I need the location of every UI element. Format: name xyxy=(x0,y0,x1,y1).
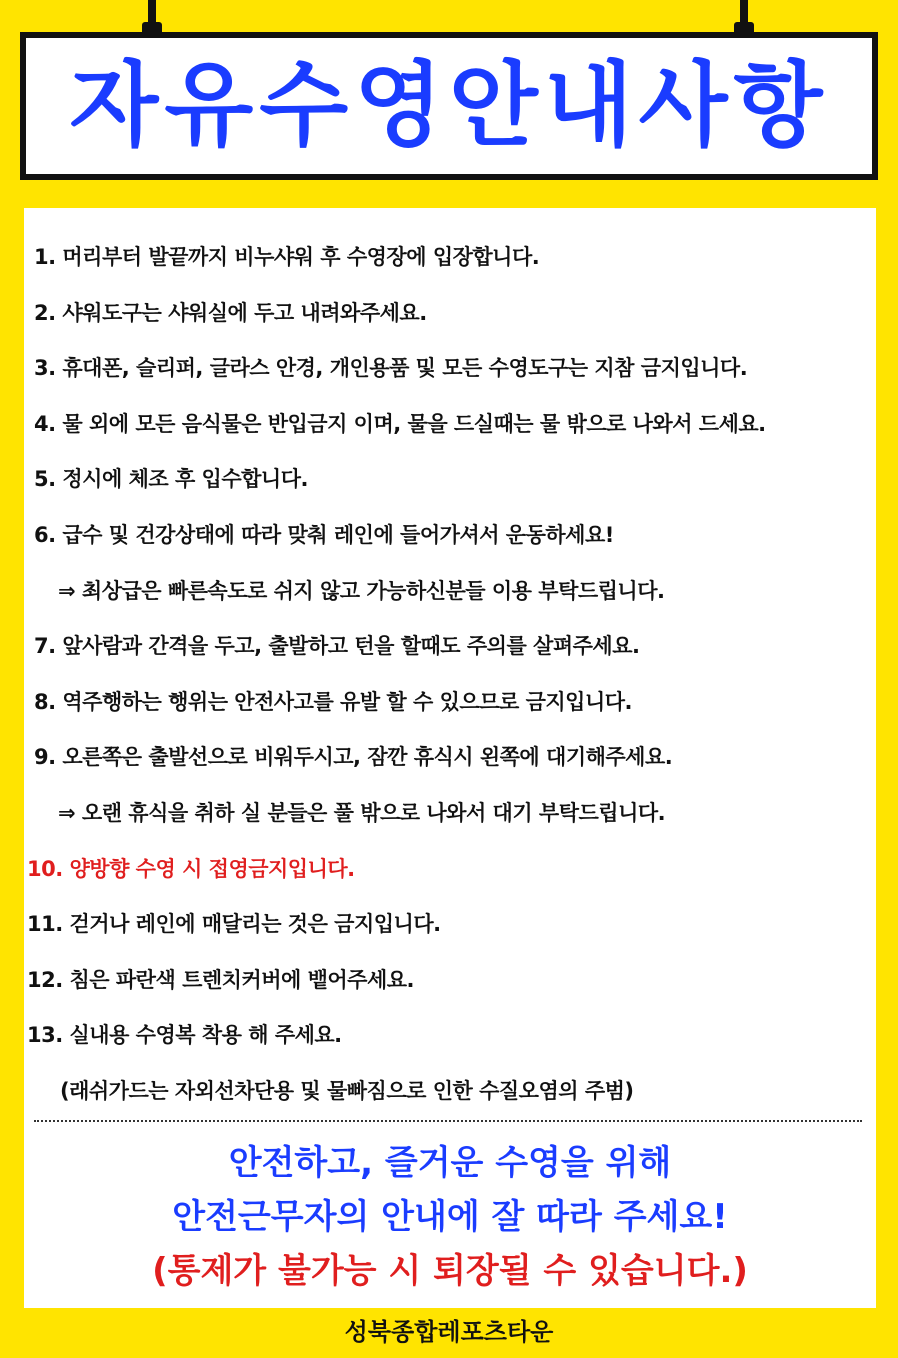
rule-item: 9. 오른쪽은 출발선으로 비워두시고, 잠깐 휴식시 왼쪽에 대기해주세요. xyxy=(34,745,673,770)
rule-item: 2. 샤워도구는 샤워실에 두고 내려와주세요. xyxy=(34,300,427,325)
rule-item: 1. 머리부터 발끝까지 비누샤워 후 수영장에 입장합니다. xyxy=(34,245,540,269)
rule-item: 4. 물 외에 모든 음식물은 반입금지 이며, 물을 드실때는 물 밖으로 나와서 드세요. xyxy=(34,411,766,436)
rule-note: (래쉬가드는 자외선차단용 및 물빠짐으로 인한 수질오염의 주범) xyxy=(60,1078,634,1103)
rule-subitem: ⇒ 오랜 휴식을 취하 실 분들은 풀 밖으로 나와서 대기 부탁드립니다. xyxy=(58,800,666,825)
rule-item: 7. 앞사람과 간격을 두고, 출발하고 턴을 할때도 주의를 살펴주세요. xyxy=(34,634,640,659)
hanger-right xyxy=(740,0,748,36)
hanger-left xyxy=(148,0,156,36)
page-title: 자유수영안내사항 xyxy=(69,52,829,159)
closing-warning: (통제가 불가능 시 퇴장될 수 있습니다.) xyxy=(152,1251,748,1291)
closing-line-1: 안전하고, 즐거운 수영을 위해 xyxy=(228,1143,672,1183)
closing-line-2: 안전근무자의 안내에 잘 따라 주세요! xyxy=(172,1197,728,1237)
rule-item: 3. 휴대폰, 슬리퍼, 글라스 안경, 개인용품 및 모든 수영도구는 지참 금지입니다. xyxy=(34,356,748,381)
rule-subitem: ⇒ 최상급은 빠른속도로 쉬지 않고 가능하신분들 이용 부탁드립니다. xyxy=(58,578,665,603)
closing-message xyxy=(24,1136,876,1298)
rule-item: 12. 침은 파란색 트렌치커버에 뱉어주세요. xyxy=(27,967,414,992)
rule-item-warning: 10. 양방향 수영 시 접영금지입니다. xyxy=(27,856,355,881)
rules-panel xyxy=(24,208,876,1308)
rule-item: 8. 역주행하는 행위는 안전사고를 유발 할 수 있으므로 금지입니다. xyxy=(34,689,632,714)
rule-item: 11. 걷거나 레인에 매달리는 것은 금지입니다. xyxy=(27,912,441,937)
rules-list xyxy=(24,230,876,1120)
organization-name: 성북종합레포츠타운 xyxy=(344,1318,554,1346)
title-banner xyxy=(20,32,878,180)
rule-item: 6. 급수 및 건강상태에 따라 맞춰 레인에 들어가셔서 운동하세요! xyxy=(34,522,614,547)
rule-item: 13. 실내용 수영복 착용 해 주세요. xyxy=(27,1023,342,1048)
rule-item: 5. 정시에 체조 후 입수합니다. xyxy=(34,467,308,492)
dotted-divider xyxy=(34,1120,862,1122)
